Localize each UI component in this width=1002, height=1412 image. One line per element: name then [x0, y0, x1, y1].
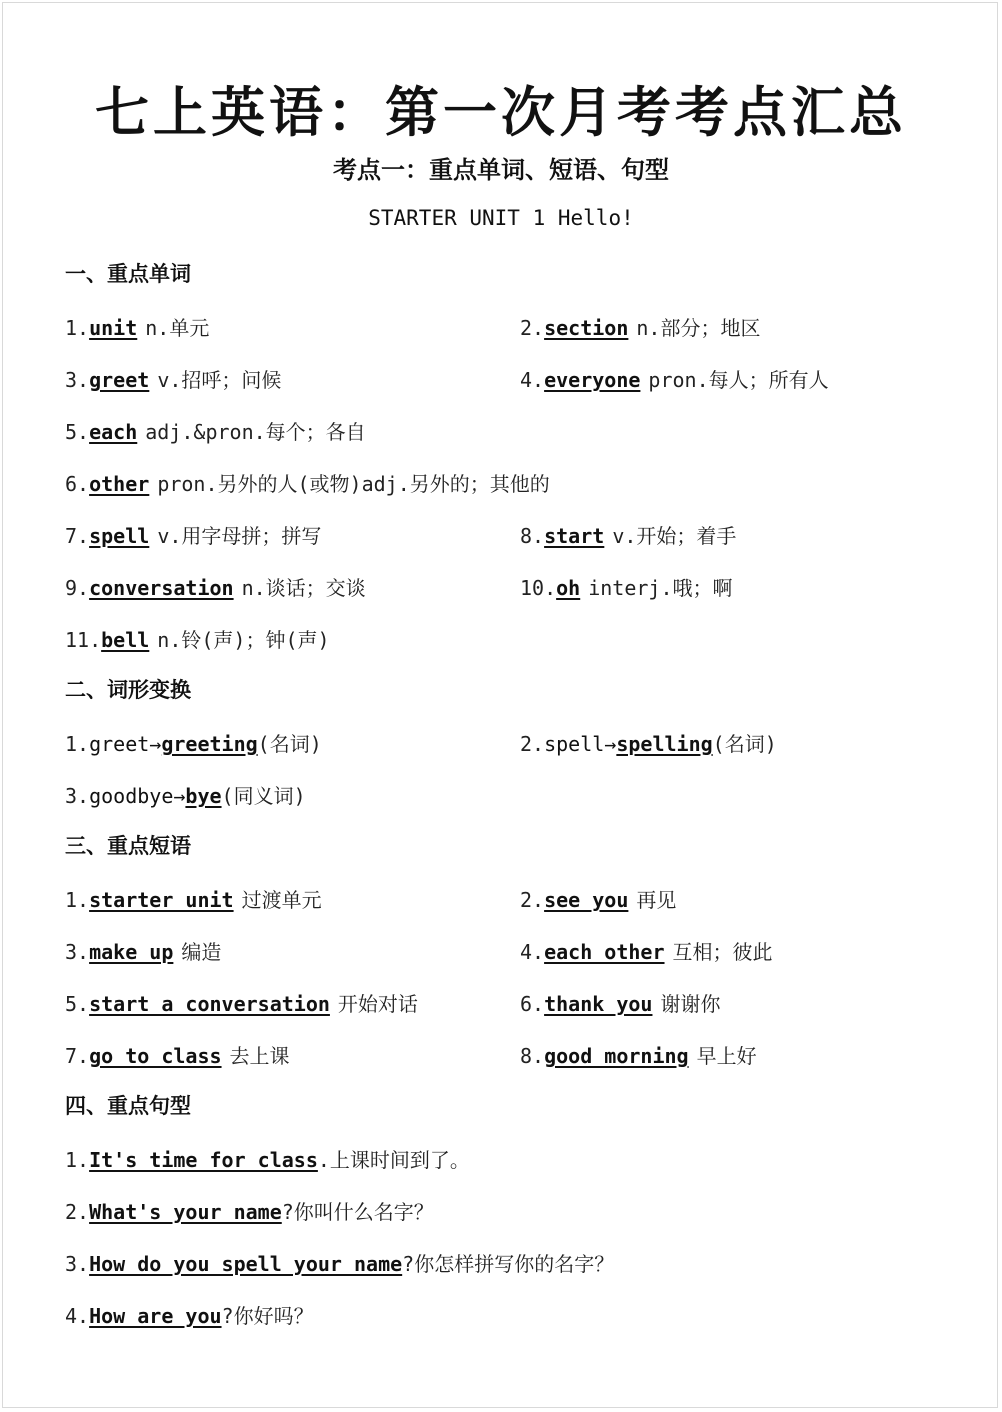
form-item	[65, 780, 306, 809]
item-number: 5.	[65, 992, 90, 1016]
form-word: greeting	[161, 732, 258, 756]
phrase-item	[520, 884, 676, 913]
phrase-item	[520, 988, 720, 1017]
item-number: 9.	[65, 576, 90, 600]
phrase-definition: 早上好	[696, 1044, 757, 1068]
item-number: 6.	[65, 472, 90, 496]
sentence-translation: ?你怎样拼写你的名字？	[402, 1252, 615, 1276]
word-item	[65, 312, 209, 341]
phrase-definition: 编造	[181, 940, 222, 964]
form-base: goodbye→	[89, 784, 186, 808]
item-number: 6.	[520, 992, 545, 1016]
vocab-word: greet	[89, 368, 150, 392]
form-note: (同义词)	[221, 784, 306, 808]
vocab-word: spell	[89, 524, 150, 548]
phrase-item	[65, 884, 322, 913]
item-number: 3.	[65, 1252, 90, 1276]
phrase-definition: 过渡单元	[241, 888, 322, 912]
item-number: 3.	[65, 784, 90, 808]
phrase-definition: 互相；彼此	[672, 940, 773, 964]
phrase-definition: 再见	[636, 888, 677, 912]
item-number: 1.	[65, 316, 90, 340]
vocab-definition: n.铃(声)；钟(声)	[157, 628, 330, 652]
word-item	[520, 520, 736, 549]
sentence-english: How are you	[89, 1304, 222, 1328]
vocab-word: unit	[89, 316, 138, 340]
word-item	[65, 416, 366, 445]
vocab-word: oh	[556, 576, 581, 600]
unit-title: STARTER UNIT 1 Hello!	[368, 206, 634, 230]
phrase-text: make up	[89, 940, 174, 964]
form-word: spelling	[616, 732, 713, 756]
vocab-definition: n.单元	[145, 316, 210, 340]
vocab-word: start	[544, 524, 605, 548]
item-number: 7.	[65, 524, 90, 548]
item-number: 1.	[65, 732, 90, 756]
phrase-definition: 谢谢你	[660, 992, 721, 1016]
item-number: 2.	[520, 732, 545, 756]
vocab-definition: n.谈话；交谈	[241, 576, 366, 600]
phrase-definition: 开始对话	[337, 992, 418, 1016]
vocab-definition: v.招呼；问候	[157, 368, 282, 392]
section-heading-forms: 二、词形变换	[65, 678, 191, 702]
phrase-text: go to class	[89, 1044, 222, 1068]
item-number: 4.	[520, 940, 545, 964]
item-number: 2.	[65, 1200, 90, 1224]
phrase-text: thank you	[544, 992, 653, 1016]
vocab-definition: pron.另外的人(或物)adj.另外的；其他的	[157, 472, 550, 496]
page-subtitle: 考点一：重点单词、短语、句型	[333, 156, 669, 184]
item-number: 10.	[520, 576, 557, 600]
word-item	[65, 572, 366, 601]
phrase-text: good morning	[544, 1044, 689, 1068]
phrase-text: each other	[544, 940, 665, 964]
phrase-item	[65, 936, 221, 965]
sentence-item	[65, 1196, 434, 1225]
form-item	[520, 728, 777, 757]
word-item	[65, 468, 550, 497]
sentence-translation: .上课时间到了。	[317, 1148, 470, 1172]
vocab-definition: n.部分；地区	[636, 316, 761, 340]
item-number: 11.	[65, 628, 102, 652]
phrase-item	[65, 988, 418, 1017]
item-number: 5.	[65, 420, 90, 444]
vocab-word: section	[544, 316, 629, 340]
item-number: 8.	[520, 1044, 545, 1068]
word-item	[520, 312, 760, 341]
word-item	[520, 364, 829, 393]
item-number: 4.	[65, 1304, 90, 1328]
item-number: 2.	[520, 316, 545, 340]
item-number: 1.	[65, 1148, 90, 1172]
item-number: 8.	[520, 524, 545, 548]
vocab-word: conversation	[89, 576, 234, 600]
section-heading-words: 一、重点单词	[65, 262, 191, 286]
sentence-item	[65, 1300, 314, 1329]
sentence-item	[65, 1144, 470, 1173]
page-title: 七上英语：第一次月考考点汇总	[95, 80, 907, 144]
phrase-item	[520, 936, 773, 965]
sentence-english: What's your name	[89, 1200, 282, 1224]
item-number: 1.	[65, 888, 90, 912]
section-heading-sentences: 四、重点句型	[65, 1094, 191, 1118]
vocab-definition: pron.每人；所有人	[648, 368, 829, 392]
vocab-word: each	[89, 420, 138, 444]
word-item	[65, 520, 321, 549]
vocab-definition: interj.哦；啊	[588, 576, 733, 600]
vocab-definition: v.开始；着手	[612, 524, 737, 548]
sentence-translation: ?你好吗？	[221, 1304, 314, 1328]
form-base: greet→	[89, 732, 162, 756]
item-number: 3.	[65, 940, 90, 964]
sentence-translation: ?你叫什么名字？	[281, 1200, 434, 1224]
word-item	[520, 572, 733, 601]
sentence-english: How do you spell your name	[89, 1252, 403, 1276]
item-number: 3.	[65, 368, 90, 392]
phrase-definition: 去上课	[229, 1044, 290, 1068]
vocab-word: other	[89, 472, 150, 496]
phrase-text: start a conversation	[89, 992, 330, 1016]
item-number: 7.	[65, 1044, 90, 1068]
form-word: bye	[185, 784, 222, 808]
section-heading-phrases: 三、重点短语	[65, 834, 191, 858]
word-item	[65, 624, 330, 653]
phrase-item	[520, 1040, 757, 1069]
form-note: (名词)	[257, 732, 322, 756]
phrase-item	[65, 1040, 290, 1069]
sentence-item	[65, 1248, 614, 1277]
sentence-english: It's time for class	[89, 1148, 318, 1172]
word-item	[65, 364, 281, 393]
item-number: 2.	[520, 888, 545, 912]
phrase-text: see you	[544, 888, 629, 912]
form-base: spell→	[544, 732, 617, 756]
vocab-definition: v.用字母拼；拼写	[157, 524, 322, 548]
form-note: (名词)	[712, 732, 777, 756]
vocab-word: everyone	[544, 368, 641, 392]
vocab-word: bell	[101, 628, 150, 652]
item-number: 4.	[520, 368, 545, 392]
form-item	[65, 728, 322, 757]
vocab-definition: adj.&pron.每个；各自	[145, 420, 366, 444]
phrase-text: starter unit	[89, 888, 234, 912]
